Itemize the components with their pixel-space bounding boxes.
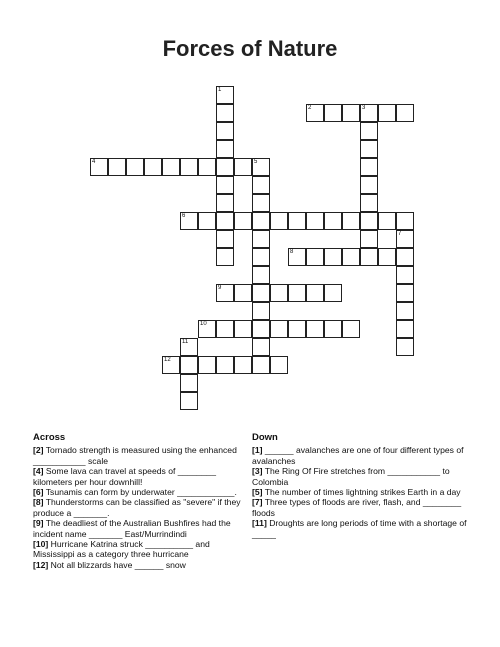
grid-cell[interactable] [306, 104, 324, 122]
clue-number: 7 [398, 231, 402, 237]
clue-number: 4 [92, 159, 96, 165]
across-clue [33, 539, 247, 560]
grid-cell[interactable] [216, 230, 234, 248]
grid-cell[interactable] [396, 248, 414, 266]
clue-number-label: [1] [252, 445, 263, 456]
grid-cell[interactable] [234, 284, 252, 302]
grid-cell[interactable] [342, 104, 360, 122]
grid-cell[interactable] [324, 320, 342, 338]
grid-cell[interactable] [360, 248, 378, 266]
grid-cell[interactable] [360, 122, 378, 140]
grid-cell[interactable] [216, 284, 234, 302]
grid-cell[interactable] [396, 230, 414, 248]
grid-cell[interactable] [288, 320, 306, 338]
clue-text: Three types of floods are river, flash, and ________ floods [252, 497, 462, 518]
grid-cell[interactable] [216, 320, 234, 338]
grid-cell[interactable] [180, 392, 198, 410]
grid-cell[interactable] [90, 158, 108, 176]
grid-cell[interactable] [198, 356, 216, 374]
grid-cell[interactable] [360, 158, 378, 176]
grid-cell[interactable] [342, 248, 360, 266]
grid-cell[interactable] [180, 356, 198, 374]
clue-number-label: [12] [33, 559, 49, 570]
clue-number: 1 [218, 87, 222, 93]
grid-cell[interactable] [198, 158, 216, 176]
grid-cell[interactable] [342, 320, 360, 338]
grid-cell[interactable] [216, 158, 234, 176]
grid-cell[interactable] [252, 320, 270, 338]
grid-cell[interactable] [270, 284, 288, 302]
down-heading: Down [252, 432, 278, 443]
grid-cell[interactable] [252, 356, 270, 374]
grid-cell[interactable] [378, 212, 396, 230]
grid-cell[interactable] [360, 104, 378, 122]
grid-cell[interactable] [306, 320, 324, 338]
grid-cell[interactable] [216, 86, 234, 104]
down-clue [252, 466, 474, 487]
grid-cell[interactable] [216, 122, 234, 140]
across-clue [33, 466, 247, 487]
across-clue [33, 487, 247, 497]
clue-number-label: [2] [33, 445, 44, 456]
grid-cell[interactable] [270, 320, 288, 338]
clue-text: ______ avalanches are one of four different types of avalanches [252, 445, 464, 466]
grid-cell[interactable] [288, 248, 306, 266]
grid-cell[interactable] [234, 212, 252, 230]
clue-number-label: [6] [33, 487, 44, 498]
grid-cell[interactable] [180, 338, 198, 356]
grid-cell[interactable] [342, 212, 360, 230]
grid-cell[interactable] [180, 158, 198, 176]
grid-cell[interactable] [396, 338, 414, 356]
clue-text: The Ring Of Fire stretches from ___________ to Colombia [252, 466, 450, 487]
grid-cell[interactable] [198, 320, 216, 338]
grid-cell[interactable] [144, 158, 162, 176]
grid-cell[interactable] [324, 104, 342, 122]
grid-cell[interactable] [162, 356, 180, 374]
grid-cell[interactable] [378, 248, 396, 266]
grid-cell[interactable] [270, 356, 288, 374]
grid-cell[interactable] [216, 212, 234, 230]
grid-cell[interactable] [252, 266, 270, 284]
clue-number-label: [10] [33, 539, 49, 550]
clue-number-label: [7] [252, 497, 263, 508]
grid-cell[interactable] [252, 302, 270, 320]
grid-cell[interactable] [324, 284, 342, 302]
grid-cell[interactable] [216, 176, 234, 194]
clue-number-label: [3] [252, 466, 263, 477]
grid-cell[interactable] [288, 212, 306, 230]
grid-cell[interactable] [396, 104, 414, 122]
clue-text: Thunderstorms can be classified as "severe" if they produce a _______. [33, 497, 241, 518]
clue-number-label: [4] [33, 466, 44, 477]
grid-cell[interactable] [252, 158, 270, 176]
grid-cell[interactable] [396, 320, 414, 338]
down-clue [252, 497, 474, 518]
across-clues [33, 433, 247, 570]
grid-cell[interactable] [198, 212, 216, 230]
grid-cell[interactable] [252, 284, 270, 302]
clue-text: Hurricane Katrina struck __________ and Mississippi as a category three hurricane [33, 539, 210, 560]
across-clue [33, 560, 247, 570]
grid-cell[interactable] [162, 158, 180, 176]
grid-cell[interactable] [234, 356, 252, 374]
down-clue [252, 518, 474, 539]
grid-cell[interactable] [252, 194, 270, 212]
clue-number: 3 [362, 105, 366, 111]
grid-cell[interactable] [396, 284, 414, 302]
across-heading: Across [33, 432, 66, 443]
clue-text: Tornado strength is measured using the enhanced ___________ scale [33, 445, 237, 466]
page-title: Forces of Nature [162, 36, 338, 61]
grid-cell[interactable] [180, 212, 198, 230]
across-clue [33, 497, 247, 518]
clue-text: The number of times lightning strikes Earth in a day [262, 487, 461, 498]
clue-text: Not all blizzards have ______ snow [48, 559, 186, 570]
grid-cell[interactable] [234, 320, 252, 338]
grid-cell[interactable] [324, 212, 342, 230]
grid-cell[interactable] [360, 140, 378, 158]
grid-cell[interactable] [396, 212, 414, 230]
clue-number-label: [11] [252, 518, 267, 529]
grid-cell[interactable] [216, 356, 234, 374]
clue-number: 12 [164, 357, 171, 363]
clue-number: 8 [290, 249, 294, 255]
grid-cell[interactable] [270, 212, 288, 230]
grid-cell[interactable] [378, 104, 396, 122]
grid-cell[interactable] [288, 284, 306, 302]
grid-cell[interactable] [216, 194, 234, 212]
clue-number: 2 [308, 105, 312, 111]
grid-cell[interactable] [216, 140, 234, 158]
grid-cell[interactable] [234, 158, 252, 176]
clue-text: The deadliest of the Australian Bushfires had the incident name _______ East/Murrindindi [33, 518, 231, 539]
grid-cell[interactable] [180, 374, 198, 392]
clue-text: Droughts are long periods of time with a shortage of _____ [252, 518, 467, 539]
clue-number: 11 [182, 339, 189, 345]
grid-cell[interactable] [126, 158, 144, 176]
grid-cell[interactable] [360, 212, 378, 230]
grid-cell[interactable] [252, 248, 270, 266]
grid-cell[interactable] [360, 176, 378, 194]
clue-number: 5 [254, 159, 258, 165]
clue-number-label: [9] [33, 518, 44, 529]
down-clue [252, 445, 474, 466]
grid-cell[interactable] [324, 248, 342, 266]
grid-cell[interactable] [252, 176, 270, 194]
clue-number: 10 [200, 321, 207, 327]
grid-cell[interactable] [252, 230, 270, 248]
across-clue [33, 445, 247, 466]
grid-cell[interactable] [216, 248, 234, 266]
grid-cell[interactable] [396, 302, 414, 320]
grid-cell[interactable] [252, 212, 270, 230]
clue-number-label: [5] [252, 487, 263, 498]
grid-cell[interactable] [306, 284, 324, 302]
clue-number: 6 [182, 213, 186, 219]
grid-cell[interactable] [252, 338, 270, 356]
grid-cell[interactable] [306, 248, 324, 266]
down-clue [252, 487, 474, 497]
clue-text: Some lava can travel at speeds of ________ kilometers per hour downhill! [33, 466, 216, 487]
grid-cell[interactable] [108, 158, 126, 176]
grid-cell[interactable] [306, 212, 324, 230]
grid-cell[interactable] [396, 266, 414, 284]
down-clues [252, 433, 474, 539]
grid-cell[interactable] [360, 230, 378, 248]
clue-number: 9 [218, 285, 222, 291]
clue-text: Tsunamis can form by underwater ____________. [43, 487, 237, 498]
grid-cell[interactable] [216, 104, 234, 122]
grid-cell[interactable] [360, 194, 378, 212]
clue-number-label: [8] [33, 497, 44, 508]
across-clue [33, 518, 247, 539]
